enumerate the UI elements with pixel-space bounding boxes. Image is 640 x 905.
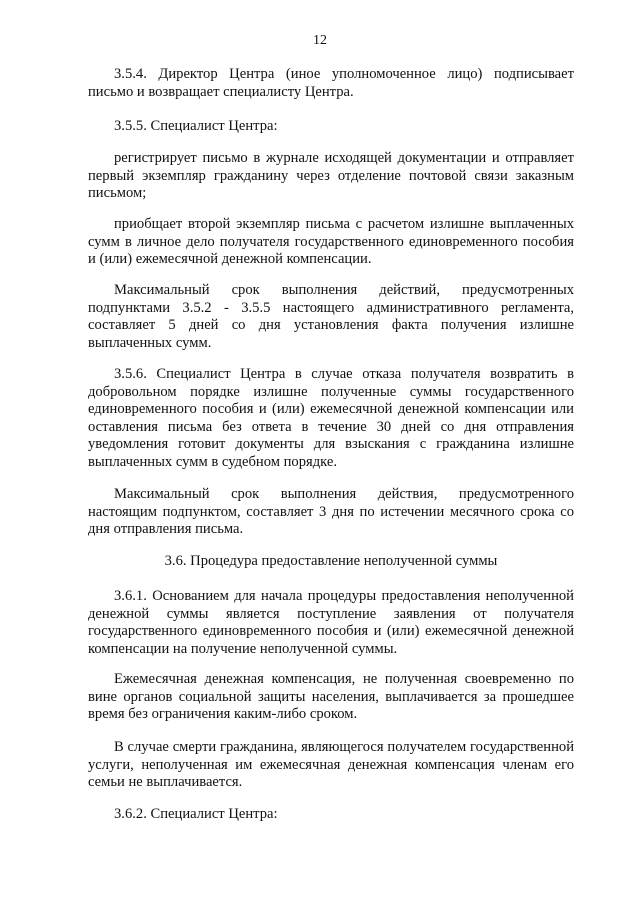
paragraph-monthly-compensation: Ежемесячная денежная компенсация, не полученная своевременно по вине органов социальной защиты населения, выплачивается за прошедшее время без ограничения каким-либо сроком. <box>88 671 574 722</box>
paragraph-registers-letter: регистрирует письмо в журнале исходящей документации и отправляет первый экземпляр гражданину через отделение почтовой связи заказным письмом; <box>88 150 574 201</box>
paragraph-3-5-4: 3.5.4. Директор Центра (иное уполномоченное лицо) подписывает письмо и возвращает специалисту Центра. <box>88 66 574 100</box>
paragraph-3-5-5: 3.5.5. Специалист Центра: <box>114 118 278 134</box>
paragraph-3-6-2: 3.6.2. Специалист Центра: <box>114 806 278 822</box>
section-heading-3-6: 3.6. Процедура предоставление неполученной суммы <box>164 553 498 569</box>
paragraph-max-term-5-days: Максимальный срок выполнения действий, предусмотренных подпунктами 3.5.2 - 3.5.5 настоящего административного регламента, составляет 5 дней со дня установления факта получения излишне выплаченных сумм. <box>88 282 574 351</box>
paragraph-attaches-copy: приобщает второй экземпляр письма с расчетом излишне выплаченных сумм в личное дело получателя государственного единовременного пособия и (или) ежемесячной денежной компенсации. <box>88 216 574 267</box>
paragraph-3-5-6: 3.5.6. Специалист Центра в случае отказа получателя возвратить в добровольном порядке излишне полученные суммы государственного единовременного пособия и (или) ежемесячной денежной компенсации или оставления письма без ответа в течение 30 дней со дня отправления уведомления готовит документы для взыскания с гражданина излишне выплаченных сумм в судебном порядке. <box>88 366 574 470</box>
page-number: 12 <box>313 33 327 48</box>
paragraph-max-term-3-days: Максимальный срок выполнения действия, предусмотренного настоящим подпунктом, составляет 3 дня по истечении месячного срока со дня отправления письма. <box>88 486 574 537</box>
paragraph-3-6-1: 3.6.1. Основанием для начала процедуры предоставления неполученной денежной суммы является поступление заявления от получателя государственного единовременного пособия и (или) ежемесячной денежной компенсации на получение неполученной суммы. <box>88 588 574 657</box>
paragraph-death-case: В случае смерти гражданина, являющегося получателем государственной услуги, неполученная им ежемесячная денежная компенсация членам его семьи не выплачивается. <box>88 739 574 790</box>
